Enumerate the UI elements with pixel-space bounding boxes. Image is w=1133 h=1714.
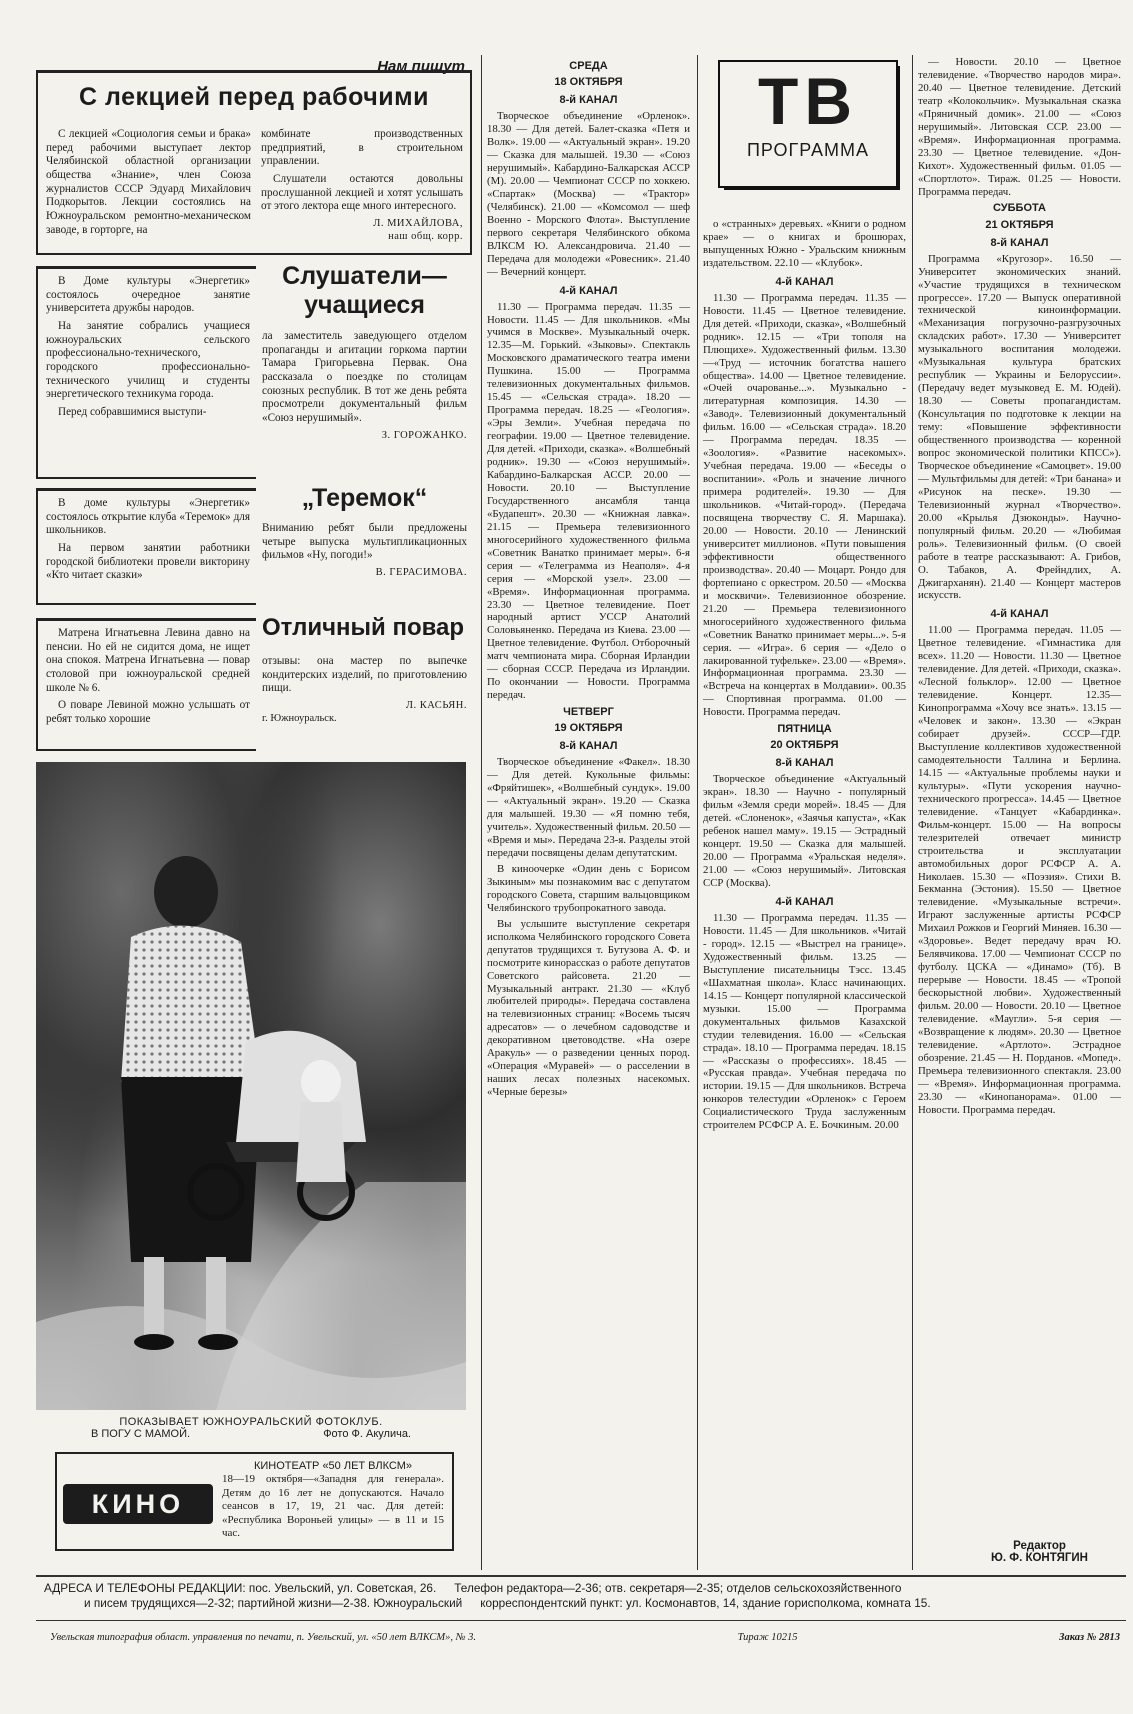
article-body: [261, 128, 463, 244]
column-rule: [481, 55, 482, 1570]
tv-program-text: 11.30 — Программа передач. 11.35 — Новости. 11.45 — Цветное телевидение. Для детей. «Приходи, сказка», «Волшебный родник». 12.15 — «Три тополя на Плющихе». Художественный фильм. 13.30—«Труд — источник богатства нашего общества». 14.00 — Цветное телевидение. «Очей очарованье...». Музыкально - литературная композиция. 14.30 — «Завод». Телевизионный документальный фильм. 16.00 — «Сельская страда». 18.20 — Программа передач. 18.35 — «Зоология». «Развитие насекомых». Учебная передача. 19.00 — «Беседы о воспитании». «Роль и значение личного примера родителей». 19.30 — Для школьников. «Читай-город». (Передача посвящена творчеству С. Я. Маршака). 20.00 — Новости. 20.10 — Ленинский университет миллионов. «Пути повышения эффективности общественного производства». 20.40 — Моцарт. Рондо для фортепиано с оркестром. 20.50 — «Москва и москвичи». Телевизионное обозрение. 21.20 — Премьера телевизионного многосерийного художественного фильма «Советник Ванатко принимает меры...». 5-я серия. — «Игра». 6 серия — «Дело о лакированной туфельке». 23.00 — «Время». Информационная программа. 23.30 — «Встреча на концертах в Молдавии». 00.35 — Спортивная программа. 01.00 — Новости. Программа передач.: [703, 291, 906, 719]
tv-day-heading: СУББОТА: [993, 202, 1046, 215]
article-body: [46, 497, 250, 587]
tv-channel-heading: 8-й КАНАЛ: [559, 94, 618, 107]
tv-day-heading: 21 ОКТЯБРЯ: [985, 218, 1054, 231]
photo-figures: [36, 762, 466, 1410]
cinema-title: КИНОТЕАТР «50 ЛЕТ ВЛКСМ»: [253, 1460, 413, 1472]
tv-day-heading: СРЕДА: [569, 60, 608, 72]
paragraph: отзывы: она мастер по выпечке кондитерских изделий, по приготовлению пищи.: [262, 655, 467, 695]
author-signature: Л. КАСЬЯН.: [405, 699, 467, 711]
tv-channel-heading: 8-й КАНАЛ: [990, 236, 1049, 249]
tv-program-text: Творческое объединение «Актуальный экран». 18.30 — Научно - популярный фильм «Земля среди морей». 18.45 — Для детей. «Слоненок», «Заячья капуста», «Как ребенок нашел маму». 19.15 — Эстрадный концерт. 19.50 — Сказка для малышей. 20.00 — Программа «Уральская неделя». 21.00 — «Союз нерушимый». Литовская ССР (Москва).: [703, 773, 906, 890]
tv-program-text: 11.30 — Программа передач. 11.35 — Новости. 11.45 — Для школьников. «Читай - город». 12.15 — «Выстрел на границе». Художественный фильм. 13.25 — Выступление писательницы Тэсс. 13.45 «Шахматная школа». Класс начинающих. 14.15 — Концерт популярной классической музыки. 15.00 — Программа документальных фильмов Казахской студии телевидения. 16.00 — «Сельская страда». 18.10 — Программа передач. 18.15 — «Рассказы о профессиях». 18.45 — «Русская правда». Учебная передача по истории. 19.15 — Для школьников. Встреча юнкоров телестудии «Орленок» с Героем Социалистического Труда заслуженным строителем РСФСР А. Е. Бочкиным. 20.00: [703, 912, 906, 1132]
tv-program-text: о «странных» деревьях. «Книги о родном крае» — о книгах и брошюрах, выпущенных Южно - Уральским книжным издательством. 22.10 — «Клубок».: [703, 218, 906, 269]
tv-day-heading: 19 ОКТЯБРЯ: [554, 722, 623, 735]
author-role: наш общ. корр.: [388, 230, 463, 242]
author-signature: В. ГЕРАСИМОВА.: [375, 566, 467, 578]
article-listeners-box: [36, 266, 256, 479]
paragraph: На занятие собрались учащиеся южноуральских сельского профессионально-технического, городского профессионально-технического училищ и студенты энергетического техникума города.: [46, 319, 250, 401]
author-place: г. Южноуральск.: [262, 712, 337, 724]
photo-credit: Фото Ф. Акулича.: [323, 1428, 411, 1440]
author-signature: Л. МИХАЙЛОВА,: [373, 217, 463, 229]
article-body: [46, 275, 250, 424]
tv-logo: [718, 60, 900, 190]
cinema-ad: [55, 1452, 454, 1551]
caption-line: ПОКАЗЫВАЕТ ЮЖНОУРАЛЬСКИЙ ФОТОКЛУБ.: [119, 1416, 383, 1428]
tv-program-text: Творческое объединение «Факел». 18.30 — Для детей. Кукольные фильмы: «Фряйтишек», «Волшебный сундук». 19.00 — «Актуальный экран». 19.20 — Сказка для малышей. 19.30 — «Я помню тебя, учитель». Художественный фильм. 20.50 — «Время и мы». Передача 23-я. Разделы этой передачи посвящены делам депутатским.: [487, 756, 690, 859]
paragraph: В доме культуры «Энергетик» состоялось открытие клуба «Теремок» для школьников.: [46, 497, 250, 537]
article-body: [262, 330, 467, 442]
paragraph: На первом занятии работники городской библиотеки провели викторину «Кто читает сказки»: [46, 541, 250, 582]
column-rule: [912, 55, 913, 1570]
cinema-text: [222, 1460, 444, 1540]
footer-line: корреспондентский пункт: ул. Космонавтов, 14, здание горисполкома, комната 15.: [480, 1596, 931, 1611]
tv-channel-heading: 4-й КАНАЛ: [775, 275, 834, 288]
footer-line: АДРЕСА И ТЕЛЕФОНЫ РЕДАКЦИИ: пос. Увельский, ул. Советская, 26.: [44, 1581, 437, 1595]
tv-day-heading: ЧЕТВЕРГ: [563, 706, 614, 719]
tv-program-text: — Новости. 20.10 — Цветное телевидение. «Творчество народов мира». 20.40 — Цветное телевидение. Детский театр «Колокольчик». Музыкальная сказка «Пряничный домик». 21.00 — «Союз нерушимый». Литовская ССР. 23.00 — «Время». Информационная программа. 23.30 — Цветное телевидение. «Дон-Кихот». Художественный фильм. 01.05 — «Спортлото». Тираж. 01.25 — Новости. Программа передач.: [918, 56, 1121, 198]
article-body: [262, 655, 467, 726]
tv-channel-heading: 8-й КАНАЛ: [559, 740, 618, 753]
tv-program-text: 11.30 — Программа передач. 11.35 — Новости. 11.45 — Для школьников. «Мы учимся в Москве». Музыкальный очерк. 12.35—М. Горький. «Зыковы». Спектакль Московского драматического театра имени Пушкина. 15.00 — Программа телевизионных документальных фильмов. 15.45 — «Сельская страда». 18.20 — Программа передач. 18.25 — «Геология». «Эры Земли». Учебная передача по географии. 19.00 — Цветное телевидение. Для детей. «Приходи, сказка». «Волшебный родник». 19.30 — «Союз нерушимый». Кабардино-Балкарская АССР. 20.00 — Новости. 20.10 — Выступление Государственного ансамбля танца «Будапешт». 20.30 — «Книжная лавка». 21.15 — Премьера телевизионного многосерийного художественного фильма «Советник Ванатко принимает меры». 6-я серия — «Телеграмма из Неаполя». 4-я серия — «Морской узел». 23.00 — «Время». Информационная программа. 23.30 — Цветное телевидение. Поет народный артист УССР Анатолий Соловьяненко. Передача из Киева. 23.00 — Цветное телевидение. Футбол. Отборочный матч чемпионата мира. Сборная Ирландии — сборная СССР. Передача из Ирландии. По окончании — Новости. Программа передач.: [487, 300, 690, 702]
paragraph: В Доме культуры «Энергетик» состоялось очередное занятие университета дружбы народов.: [46, 275, 250, 315]
article-title: Слушатели— учащиеся: [282, 262, 447, 319]
caption-line: В ПОГУ С МАМОЙ.: [91, 1428, 191, 1440]
editor-label: Редактор: [1013, 1540, 1066, 1552]
paragraph: Перед собравшимися выступи-: [58, 405, 207, 418]
tv-column-1: [487, 56, 690, 1102]
paragraph: О поваре Левиной можно услышать от ребят только хорошие: [46, 699, 250, 725]
footer-line: и писем трудящихся—2-32; партийной жизни—2-38. Южноуральский: [84, 1596, 463, 1611]
tv-channel-heading: 4-й КАНАЛ: [775, 896, 834, 909]
tv-channel-heading: 8-й КАНАЛ: [775, 757, 834, 770]
tv-column-2: [703, 218, 906, 1135]
imprint-text: Увельская типография област. управления по печати, п. Увельский, ул. «50 лет ВЛКСМ», № 3.: [50, 1632, 476, 1643]
article-teremok-box: [36, 488, 256, 605]
article-body: [262, 522, 467, 580]
article-lecture: [36, 70, 472, 255]
paragraph: ла заместитель заведующего отделом пропаганды и агитации горкома партии Тамара Григорьевна Первак. Она рассказала о поездке по столицам союзных республик. В тот же день ребята просмотрели документальный фильм «Союз нерушимый».: [262, 330, 467, 424]
rubric: Нам пишут: [377, 58, 465, 75]
footer-addresses: [44, 1581, 1124, 1612]
tv-channel-heading: 4-й КАНАЛ: [990, 608, 1049, 621]
tv-program-text: Вы услышите выступление секретаря исполкома Челябинского городского Совета депутатов трудящихся т. Бутузова А. Ф. и посмотрите кинорассказ о работе депутатов Советского райсовета. 21.20 — Музыкальный антракт. 21.30 — «Клуб любителей природы». Передача составлена на телевизионных страниц: «Восемь тысяч адресатов» — о лечебном садоводстве и декоративном цветоводстве. «На озере Аракуль» — о разведении ценных пород. «Операция «Муравей» — о расселении в наших лесах полезных насекомых. «Черные березы»: [487, 917, 690, 1099]
tv-program-text: 11.00 — Программа передач. 11.05 — Цветное телевидение. «Гимнастика для всех». 11.20 — Новости. 11.30 — Цветное телевидение. Для детей. «Приходи, сказка». «Лесной foльклор». 12.00 — Цветное телевидение. Концерт. 12.35—Кинопрограмма «Хочу все знать». 13.15 — «Человек и закон». 13.30 — «Экран собирает друзей». СССР—ГДР. Выступление коллективов художественной самодеятельности Таллина и Берлина. 14.15 — «Актуальные проблемы науки и культуры». «Пути ускорения научно-технического прогресса». 14.45 — Цветное телевидение. «Танцует «Кабардинка». Фильм-концерт. 15.00 — На вопросы телезрителей отвечает министр строительства и эксплуатации автомобильных дорог РСФСР А. А. Николаев. 15.30 — «Поэзия». Стихи В. Бекманна (Эстония). 15.50 — Цветное телевидение. «Музыкальные встречи». Играют заслуженные артисты РСФСР Михаил Рожков и Георгий Миняев. 16.30 — «Здоровье». Ведет передачу врач Ю. Белявчикова. 17.00 — Чемпионат СССР по футболу. ЦСКА — «Динамо» (Тб). В перерыве — Новости. 18.45 — «Тропой бескорыстной любви». Художественный фильм. 20.00 — Новости. 20.10 — Цветное телевидение. «Маугли». 5-я серия — «Возвращение к людям». 20.30 — Цветное телевидение. «Артлото». Эстрадное обозрение. 21.45 — Н. Порданов. «Мопед». Премьера телевизионного спектакля. 23.00 — «Время». Информационная программа. 23.30 — «Кинопанорама». 01.00 — Новости. Программа передач.: [918, 624, 1121, 1116]
article-body: [46, 128, 251, 241]
paragraph: Слушатели остаются довольны прослушанной лекцией и хотят услышать от этого лектора еще много интересного.: [261, 172, 463, 213]
paragraph: комбинате производственных предприятий, в строительном управлении.: [261, 128, 463, 168]
footer-rule: [36, 1575, 1126, 1577]
column-rule: [697, 55, 698, 1570]
cinema-schedule: 18—19 октября—«Западня для генерала». Детям до 16 лет не допускаются. Начало сеансов в 17, 19, 21 час. Для детей: «Республика Вороньей улицы» — в 11 и 15 час.: [222, 1473, 444, 1540]
tv-column-3: [918, 56, 1121, 1120]
editor: [918, 1540, 1121, 1564]
article-title: „Теремок“: [301, 484, 428, 512]
imprint-order: Заказ № 2813: [1059, 1632, 1120, 1643]
tv-day-heading: ПЯТНИЦА: [777, 723, 832, 736]
footer-rule: [36, 1620, 1126, 1621]
cinema-logo: КИНО: [63, 1484, 213, 1524]
tv-program-text: Программа «Кругозор». 16.50 — Университет экономических знаний. «Участие трудящихся в техническом прогрессе». 17.20 — Выпуск оперативной технической киноинформации. «Механизация погрузочно-разгрузочных складских работ». 17.30 — Университет музыкального воспитания молодежи. «Музыкальная культура братских республик — Украины и Белоруссии». (Передачу ведет музыковед Е. М. Юдей). 18.30 — Советы пропагандистам. (Консультация по подготовке к лекции на тему: «Повышение эффективности общественного производства — коренной вопрос экономической политики КПСС»). Творческое объединение «Самоцвет». 19.00 — Мультфильмы для детей: «Три банана» и «Рисунок на песке». 19.30 — Телевизионный журнал «Творчество». 20.00 «Крылья Дзюконды». Научно-популярный фильм. 20.20 — «Любимая роль». Телевизионный фильм. (О своей работе в театре рассказывают: А. Грибов, О. Табаков, А. Фрейндлих, А. Джигарханян). 21.40 — Концерт мастеров искусств.: [918, 252, 1121, 602]
tv-logo-big: ТВ: [758, 64, 858, 138]
article-cook-box: [36, 618, 256, 751]
imprint-circulation: Тираж 10215: [737, 1632, 798, 1643]
tv-channel-heading: 4-й КАНАЛ: [559, 284, 618, 297]
tv-day-heading: 18 ОКТЯБРЯ: [554, 76, 623, 89]
tv-day-heading: 20 ОКТЯБРЯ: [770, 739, 839, 752]
imprint: [50, 1632, 1120, 1643]
article-body: [46, 627, 250, 731]
article-title: С лекцией перед рабочими: [79, 83, 429, 111]
article-title: Отличный повар: [262, 614, 465, 641]
photo-caption: [36, 1416, 466, 1440]
photo-mother-child: [36, 762, 466, 1410]
paragraph: Матрена Игнатьевна Левина давно на пенсии. Но ей не сидится дома, не ищет она спокоя. Матрена Игнатьевна — повар столовой при южноуральской средней школе № 6.: [46, 627, 250, 694]
paragraph: Вниманию ребят были предложены четыре выпуска мультипликационных фильмов «Ну, погоди!»: [262, 522, 467, 562]
tv-program-text: Творческое объединение «Орленок». 18.30 — Для детей. Балет-сказка «Петя и Волк». 19.00 — «Актуальный экран». 19.20 — Сказка для малышей. 19.30 — «Союз нерушимый». Кабардино-Балкарская АССР (М). 20.00 — Чемпионат СССР по хоккею. «Спартак» (Москва) — «Трактор» (Челябинск). 21.00 — «Комсомол — шеф Военно - Морского Флота». Выступление первого секретаря Челябинского обкома ВЛКСМ Ю. Александровича. 21.40 — Передача для молодежи «Ровесник». 21.40 — Вечерний концерт.: [487, 110, 690, 278]
tv-logo-small: ПРОГРАММА: [746, 140, 870, 160]
tv-program-text: В киноочерке «Один день с Борисом Зыкиным» мы познакомим вас с депутатом городского Совета, старшим вальцовщиком Челябинского трубопрокатного завода.: [487, 862, 690, 914]
editor-name: Ю. Ф. КОНТЯГИН: [991, 1552, 1088, 1564]
footer-line: Телефон редактора—2-36; отв. секретаря—2-35; отделов сельскохозяйственного: [454, 1581, 902, 1595]
author-signature: З. ГОРОЖАНКО.: [381, 429, 467, 441]
paragraph: С лекцией «Социология семьи и брака» перед рабочими выступает лектор Челябинской областной организации общества «Знание», член Союза журналистов СССР Эдуард Михайлович Подкорытов. Лекции состоялись на Южноуральском ремонтно-механическом заводе, в горторге, на: [46, 128, 251, 236]
